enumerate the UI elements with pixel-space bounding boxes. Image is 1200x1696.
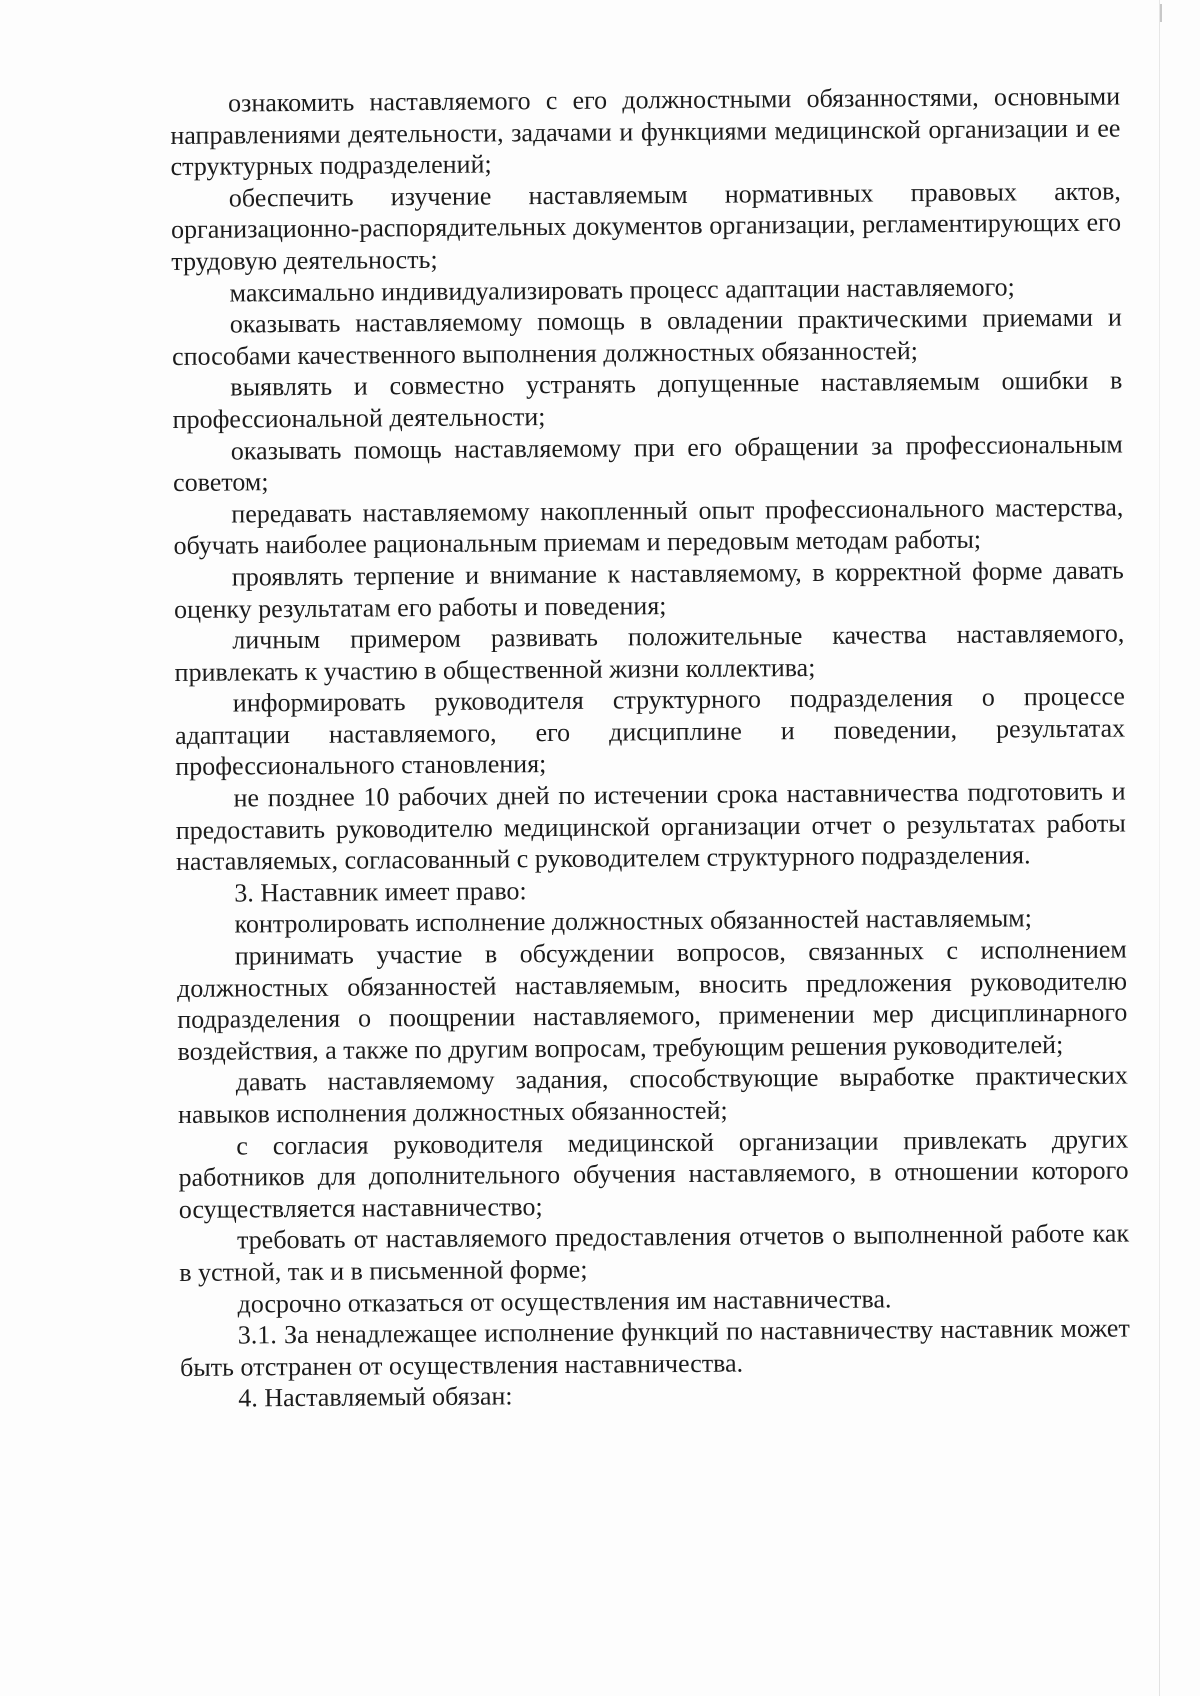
section-heading-mentee-duties: 4. Наставляемый обязан:	[238, 1381, 513, 1413]
scan-edge-line	[1159, 0, 1160, 1696]
paragraph-share-experience: передавать наставляемому накопленный опыт профессионального мастерства, обучать наиболее рациональным приемам и передовым методам работы;	[173, 492, 1124, 561]
paragraph-participate-discussion: принимать участие в обсуждении вопросов, связанных с исполнением должностных обязанностей наставляемым, вносить предложения руководителю подразделения о поощрении наставляемого, применении мер дисциплинарного воздействия, а также по другим вопросам, требующим решения руководителей;	[176, 934, 1128, 1066]
paragraph-give-tasks: давать наставляемому задания, способствующие выработке практических навыков исполнения должностных обязанностей;	[177, 1060, 1128, 1129]
paragraph-professional-advice: оказывать помощь наставляемому при его обращении за профессиональным советом;	[172, 429, 1123, 498]
paragraph-early-refusal: досрочно отказаться от осуществления им наставничества.	[237, 1283, 892, 1319]
paragraph-patience: проявлять терпение и внимание к наставляемому, в корректной форме давать оценку результатам его работы и поведения;	[173, 555, 1124, 624]
document-body	[170, 81, 1130, 1415]
section-heading-mentor-rights: 3. Наставник имеет право:	[234, 876, 527, 908]
paragraph-demand-reports: требовать от наставляемого предоставления отчетов о выполненной работе как в устной, так и в письменной форме;	[179, 1218, 1130, 1287]
paragraph-control-duties: контролировать исполнение должностных обязанностей наставляемым;	[234, 903, 1033, 939]
paragraph-legal-acts-study: обеспечить изучение наставляемым нормативных правовых актов, организационно-распорядительных документов организации, регламентирующих его трудовую деятельность;	[171, 176, 1122, 276]
scan-mark	[1160, 4, 1172, 22]
paragraph-personal-example: личным примером развивать положительные качества наставляемого, привлекать к участию в общественной жизни коллектива;	[174, 618, 1125, 687]
paragraph-removal: 3.1. За ненадлежащее исполнение функций по наставничеству наставник может быть отстранен от осуществления наставничества.	[179, 1313, 1130, 1382]
paragraph-introduce-duties: ознакомить наставляемого с его должностными обязанностями, основными направлениями деятельности, задачами и функциями медицинской организации и ее структурных подразделений;	[170, 81, 1121, 182]
paragraph-fix-errors: выявлять и совместно устранять допущенные наставляемым ошибки в профессиональной деятельности;	[172, 365, 1123, 434]
paragraph-report-deadline: не позднее 10 рабочих дней по истечении срока наставничества подготовить и предоставить руководителю медицинской организации отчет о результатах работы наставляемых, согласованный с руководителем структурного подразделения.	[175, 776, 1126, 877]
paragraph-individualize-adaptation: максимально индивидуализировать процесс адаптации наставляемого;	[229, 271, 1015, 308]
paragraph-inform-head: информировать руководителя структурного подразделения о процессе адаптации наставляемого, его дисциплине и поведении, результатах профессионального становления;	[174, 681, 1126, 782]
paragraph-practical-help: оказывать наставляемому помощь в овладении практическими приемами и способами качественного выполнения должностных обязанностей;	[171, 302, 1122, 371]
paragraph-involve-workers: с согласия руководителя медицинской организации привлекать других работников для дополнительного обучения наставляемого, в отношении которого осуществляется наставничество;	[178, 1124, 1129, 1224]
